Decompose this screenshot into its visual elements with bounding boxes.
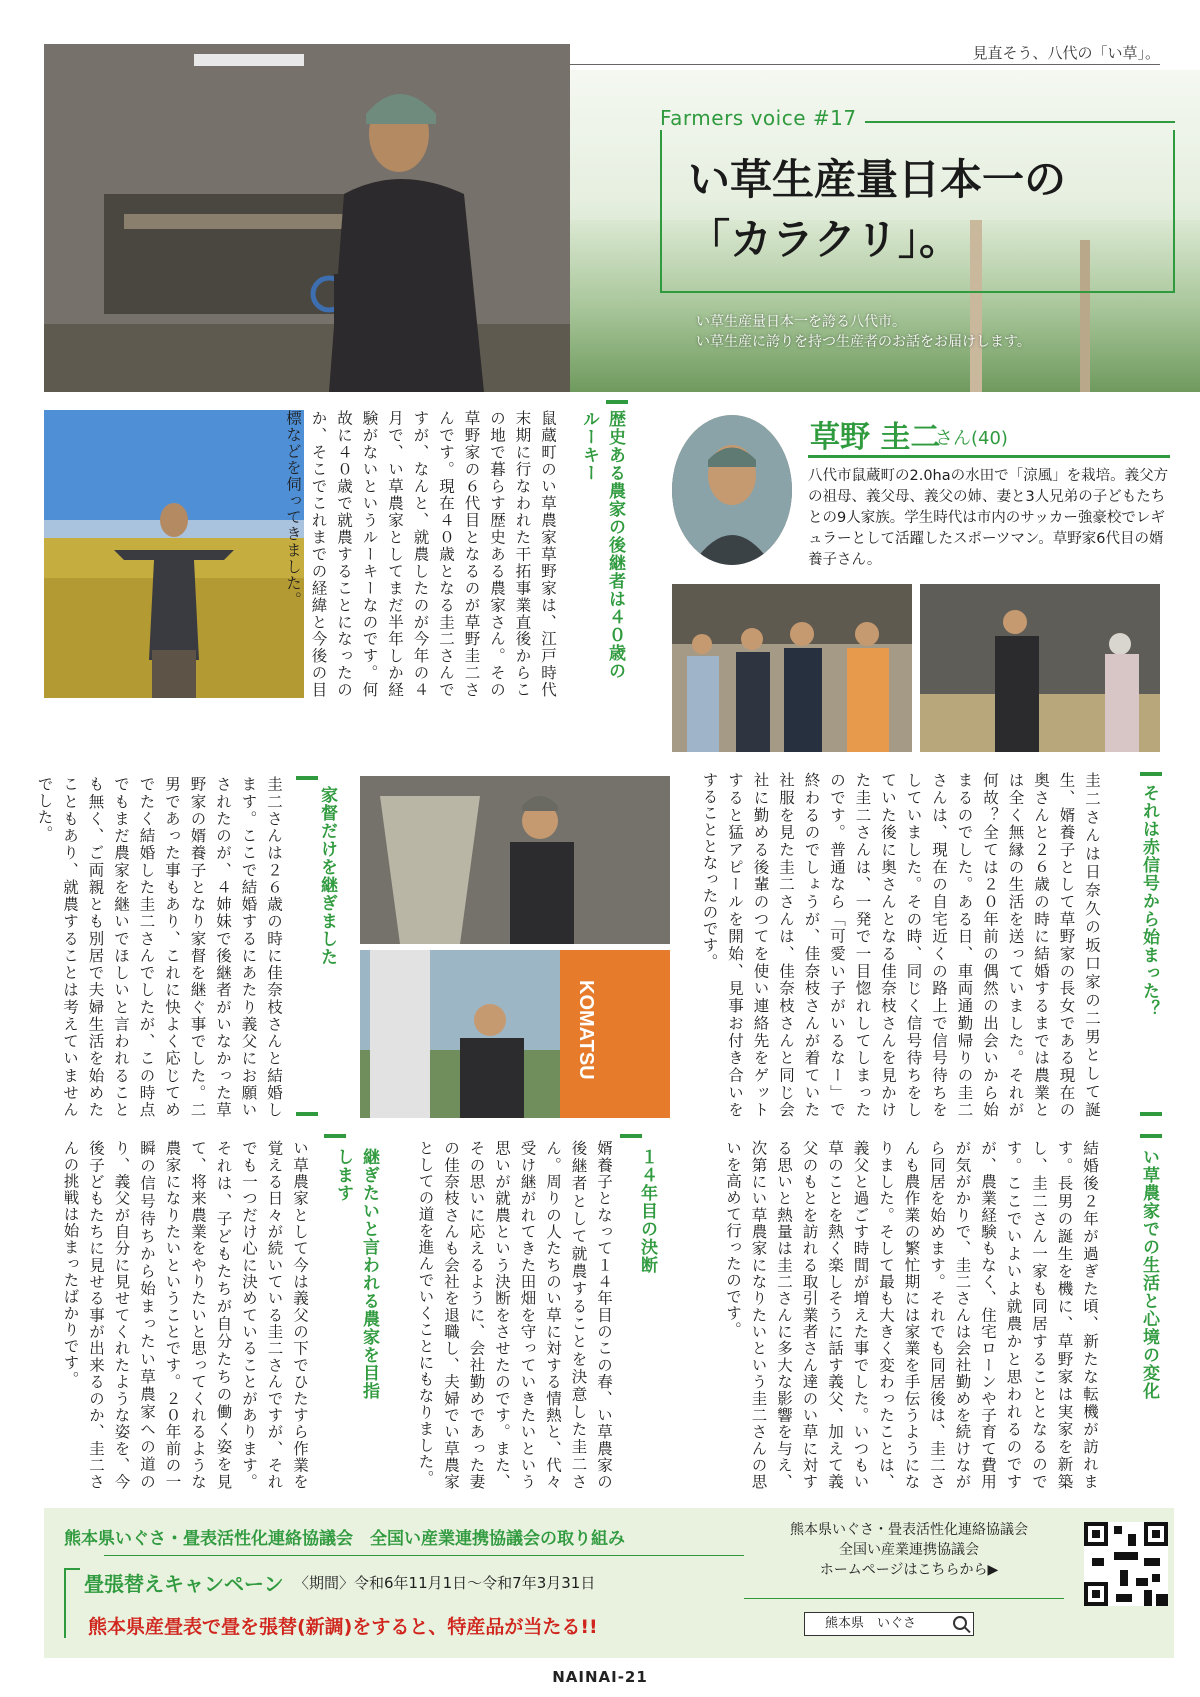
section-1-heading: 歴史ある農家の後継者は４０歳のルーキー [579,410,625,680]
section-5-heading: １４年目の決断 [637,1148,657,1274]
section-6-heading: 継ぎたいと言われる農家を目指します [333,1148,379,1400]
qr-code[interactable] [1084,1522,1168,1606]
portrait-avatar [672,415,792,565]
search-text: 熊本県 いぐさ [825,1616,917,1631]
campaign-cta: 熊本県産畳表で畳を張替(新調)をすると、特産品が当たる!! [88,1616,598,1638]
section-2-bottom-accent [1140,1112,1162,1116]
campaign-org-line: 熊本県いぐさ・畳表活性化連絡協議会 全国い産業連携協議会の取り組み [64,1529,625,1549]
hero-photo [44,44,570,392]
section-3-bottom-accent [296,1112,318,1116]
intro-line-1: い草生産量日本一を誇る八代市。 [696,314,906,330]
homepage-rule [744,1598,1064,1599]
campaign-period: 〈期間〉令和6年11月1日～令和7年3月31日 [294,1574,596,1592]
rice-field-illustration [44,410,304,698]
profile-name: 草野 圭二 [810,420,941,455]
series-rule [865,121,1175,123]
section-1-body: 鼠蔵町のい草農家草野家は、江戸時代末期に行なわれた干拓事業直後からこの地で暮らす歴史ある農家さん。その草野家の６代目となるのが草野圭二さんです。現在４０歳となる圭二さんですが、なんと、就農したのが今年の４月で、い草農家としてまだ半年しか経験がないというルーキーなのです。何故に４０歳で就農することになったのか、そこでこれまでの経緯と今後の目標などを伺ってきました。 [284,410,557,698]
homepage-link[interactable]: ホームページはこちらから▶ [819,1562,999,1578]
section-2-body: 圭二さんは日奈久の坂口家の二男として誕生、婿養子として草野家の長女である現在の奥さんと２６歳の時に結婚するまでは農業とは全く無縁の生活を送っていました。それが何故？全ては２０年前の偶然の出会いから始まるのでした。ある日、車両通勤帰りの圭二さんは、現在の自宅近くの路上で信号待ちをしていました。その時、同じく信号待ちをしていた後に奥さんとなる佳奈枝さんを見かけた圭二さんは、一発で一目惚れしてしまったのです。普通なら「可愛い子がいるなー」で終わるのでしょうが、佳奈枝さんが着ていた社服を見た圭二さんは、佳奈枝さんと同じ会社に勤める後輩のつてを使い連絡先をゲットすると猛アピールを開始、見事お付き合いをすることとなったのです。 [700,772,1101,1118]
igusa-bundle-illustration [360,776,670,944]
series-label: Farmers voice #17 [660,106,857,130]
harvester-brand: KOMATSU [575,980,597,1080]
page-number: NAINAI-21 [552,1668,648,1686]
family-group-illustration [672,584,912,752]
portrait-illustration [672,415,792,565]
section-3-heading: 家督だけを継ぎました [317,786,337,966]
work-shed-photo [920,584,1160,752]
homepage-org-1: 熊本県いぐさ・畳表活性化連絡協議会 [790,1522,1028,1538]
intro-text [696,312,1031,352]
search-box[interactable] [804,1612,974,1636]
campaign-title: 畳張替えキャンペーン [84,1572,284,1596]
campaign-homepage-info [764,1520,1054,1580]
page-title [688,150,1066,270]
homepage-org-2: 全国い産業連携協議会 [839,1542,979,1558]
section-5-body: 婿養子となって１４年目のこの春、い草農家の後継者として就農することを決意した圭二さん。周りの人たちのい草に対する情熱と、代々受け継がれてきた田畑を守っていきたいという思いが就農という決断をさせたのです。また、その思いに応えるように、会社勤めであった妻の佳奈枝さんも会社を退職し、夫婦でい草農家としての道を進んでいくことにもなりました。 [416,1140,613,1490]
work-shed-illustration [920,584,1160,752]
title-line-2: 「カラクリ」。 [688,215,962,264]
campaign-rule [104,1555,744,1556]
section-6-body: い草農家として今は義父の下でひたすら作業を覚える日々が続いている圭二さんですが、それでも一つだけ心に決めていることがあります。それは、子どもたちが自分たちの働く姿を見て、将来農業をやりたいと思ってくれるような農家になりたいということです。２０年前の一瞬の信号待ちから始まったい草農家への道のり、義父が自分に見せてくれたような姿を、今後子どもたちに見せる事が出来るのか、圭二さんの挑戦は始まったばかりです。 [61,1140,309,1490]
section-4-accent [1140,1134,1162,1138]
section-1-accent [606,400,628,404]
section-4-body: 結婚後２年が過ぎた頃、新たな転機が訪れます。長男の誕生を機に、草野家は実家を新築し、圭二さん一家も同居することとなるのです。ここでいよいよ就農かと思われるのですが、農業経験もなく、住宅ローンや子育て費用が気がかりで、圭二さんは会社勤めを続けながら同居を始めます。それでも同居後は、圭二さんも農作業の繁忙期には家業を手伝うようになりました。そして最も大きく変わったことは、義父と過ごす時間が増えた事でした。いつもい草のことを熱く楽しそうに話す義父、加えて義父のもとを訪れる取引業者さん達のい草に対する思いと熱量は圭二さんに多大な影響を与え、次第にい草農家になりたいという圭二さんの思いを高めて行ったのです。 [724,1140,1099,1491]
title-line-1: い草生産量日本一の [688,155,1067,204]
section-3-accent [296,776,318,780]
campaign-box [44,1508,1174,1658]
harvester-illustration [360,950,670,1118]
section-6-accent [324,1134,346,1138]
harvester-photo [360,950,670,1118]
header-divider [570,64,1160,65]
search-icon [953,1616,967,1630]
hero-photo-illustration [44,44,570,392]
section-5-accent [620,1134,642,1138]
profile-bio: 八代市鼠蔵町の2.0haの水田で「涼風」を栽培。義父方の祖母、義父母、義父の姉、妻と3人兄弟の子どもたちとの9人家族。学生時代は市内のサッカー強豪校でレギュラーとして活躍したスポーツマン。草野家6代目の婿養子さん。 [808,468,1169,568]
rice-field-photo [44,410,304,698]
section-2-accent [1140,772,1162,776]
campaign-bracket [64,1568,80,1638]
intro-line-2: い草生産に誇りを持つ生産者のお話をお届けします。 [696,334,1031,350]
profile-age: さん(40) [935,428,1008,449]
page-tagline: 見直そう、八代の「い草」。 [972,44,1160,62]
igusa-bundle-photo [360,776,670,944]
section-3-body: 圭二さんは２６歳の時に佳奈枝さんと結婚します。ここで結婚するにあたり義父にお願いされたのが、４姉妹で後継者がいなかった草野家の婿養子となり家督を継ぐ事でした。二男であった事もあり、これに快よく応じてめでたく結婚した圭二さんでしたが、この時点でもまだ農家を継いでほしいと言われることも無く、ご両親とも別居で夫婦生活を始めたこともあり、就農することは考えていませんでした。 [35,776,283,1119]
section-2-heading: それは赤信号から始まった？ [1139,784,1159,1018]
section-4-heading: い草農家での生活と心境の変化 [1139,1148,1159,1400]
profile-rule [808,455,1170,458]
family-group-photo [672,584,912,752]
